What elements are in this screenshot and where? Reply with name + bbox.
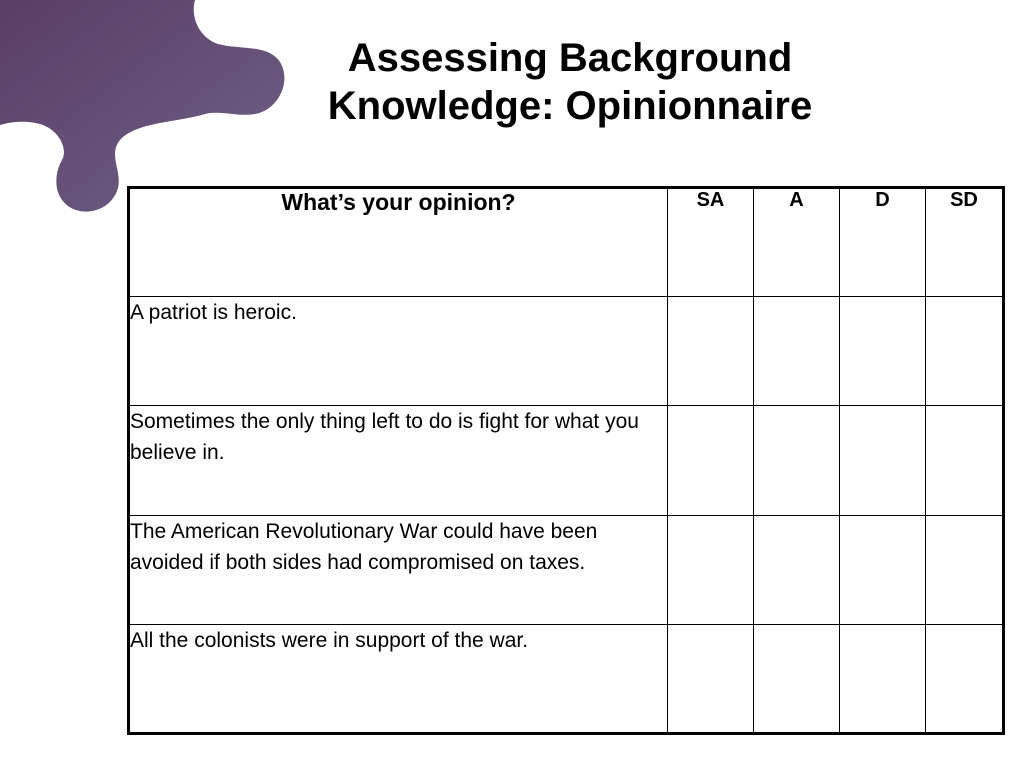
response-cell-sa[interactable] [668, 515, 754, 624]
header-disagree: D [840, 188, 926, 297]
header-strongly-agree: SA [668, 188, 754, 297]
table-row [129, 624, 1004, 733]
table-row [129, 515, 1004, 624]
response-cell-a[interactable] [754, 624, 840, 733]
response-cell-sd[interactable] [926, 515, 1004, 624]
response-cell-sa[interactable] [668, 297, 754, 406]
response-cell-sd[interactable] [926, 624, 1004, 733]
title-line-1: Assessing Background [347, 36, 793, 80]
slide-title [230, 34, 910, 130]
table-row [129, 297, 1004, 406]
response-cell-sa[interactable] [668, 624, 754, 733]
response-cell-d[interactable] [840, 515, 926, 624]
title-line-2: Knowledge: Opinionnaire [327, 84, 813, 128]
statement-cell: All the colonists were in support of the war. [129, 624, 668, 733]
opinionnaire-table [127, 186, 1005, 735]
response-cell-d[interactable] [840, 624, 926, 733]
response-cell-sa[interactable] [668, 406, 754, 515]
response-cell-d[interactable] [840, 297, 926, 406]
response-cell-a[interactable] [754, 406, 840, 515]
table-row [129, 406, 1004, 515]
header-strongly-disagree: SD [926, 188, 1004, 297]
statement-cell: Sometimes the only thing left to do is fight for what you believe in. [129, 406, 668, 515]
response-cell-d[interactable] [840, 406, 926, 515]
statement-cell: A patriot is heroic. [129, 297, 668, 406]
statement-cell: The American Revolutionary War could have been avoided if both sides had compromised on taxes. [129, 515, 668, 624]
response-cell-sd[interactable] [926, 406, 1004, 515]
question-column-header: What’s your opinion? [129, 188, 668, 297]
response-cell-sd[interactable] [926, 297, 1004, 406]
response-cell-a[interactable] [754, 297, 840, 406]
header-agree: A [754, 188, 840, 297]
table-header-row [129, 188, 1004, 297]
response-cell-a[interactable] [754, 515, 840, 624]
